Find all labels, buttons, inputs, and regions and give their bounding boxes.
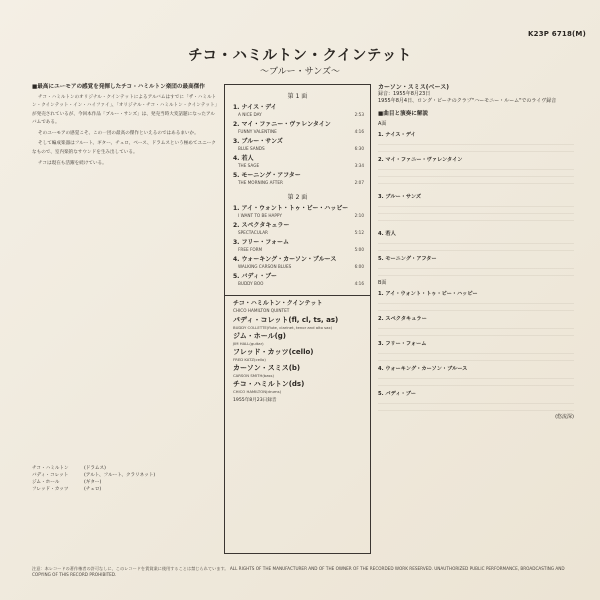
notes-heading: ■最高にユーモアの感覚を発揮したチコ・ハミルトン楽団の最高傑作 [32,84,205,90]
track-item [225,256,370,270]
ensemble-name-jp: チコ・ハミルトン・クインテット [233,300,323,307]
notes-paragraph: チコ・ハミルトンのオリジナル・クインテットによるアルバムはすでに「ザ・ハミルトン・クインテット・イン・ハイファイ」、「オリジナル・チコ・ハミルトン・クインテット」が発売されているが、今回本作品「ブルー・サンズ」は、発売当時大変話題になったアルバムである。 [32,94,217,126]
track-item [225,121,370,135]
track-title-jp: 2. マイ・ファニー・ヴァレンタイン [233,121,331,128]
track-item [225,172,370,186]
album-title: チコ・ハミルトン・クインテット [188,47,412,64]
track-title-jp: 1. ナイス・デイ [233,104,277,111]
session-name: カーソン・スミス(ベース) [378,84,449,91]
track-time: 5:12 [354,230,364,235]
track-title-en: FUNNY VALENTINE [238,129,277,134]
note-text-block [378,138,574,152]
track-title-en: FREE FORM [238,247,263,252]
member-name-jp: バディ・コレット(fl, cl, ts, as) [233,316,339,324]
album-subtitle: 〜ブルー・サンズ〜 [260,67,340,77]
track-time: 4:16 [354,129,364,134]
track-time: 2:07 [354,180,364,185]
note-item-title: 3. ブルー・サンズ [378,194,422,200]
track-title-en: A NICE DAY [238,112,262,117]
member-name-en: CHICO HAMILTON(drums) [233,389,282,394]
credit-role: (アルト、フルート、クラリネット) [84,473,156,478]
track-title-jp: 3. フリー・フォーム [233,239,290,246]
member-item [225,332,370,346]
notes-paragraph: そのユーモアの感覚こそ、この一団の最高の傑作といえるのではあるまいか。 [38,130,199,136]
track-time: 2:10 [354,213,364,218]
catalog-number: K23P 6718(M) [528,30,586,38]
note-text-block [378,262,574,276]
track-time: 2:53 [354,112,364,117]
member-name-en: BUDDY COLLETTE(flute, clarinet, tenor and alto sax) [233,325,333,330]
track-title-jp: 5. モーニング・アフター [233,172,301,179]
credit-name: バディ・コレット [32,473,69,478]
track-title-en: BUDDY BOO [238,281,264,286]
note-text-block [378,237,574,251]
track-title-en: BLUE SANDS [238,146,265,151]
track-item [225,138,370,152]
member-item [225,380,370,394]
note-text-block [378,200,574,226]
track-notes-heading: ■曲目と演奏に解説 [378,111,429,117]
credit-name: ジム・ホール [32,480,60,485]
side-a-label: A面 [378,121,387,127]
credit-role: (ギター) [84,480,102,485]
side-b-label: B面 [378,280,387,286]
track-item [225,239,370,253]
credit-row [32,479,218,486]
note-text-block [378,163,574,189]
member-item [225,316,370,330]
tracklist-box [224,84,371,554]
note-item-title: 5. バディ・ブー [378,391,416,397]
note-text-block [378,397,574,411]
member-name-en: JIM HALL(guitar) [233,341,264,346]
track-time: 4:16 [354,281,364,286]
note-item-title: 1. ナイス・デイ [378,132,416,138]
note-text-block [378,372,574,386]
right-column [378,84,574,420]
member-item [225,348,370,362]
session-venue: 1955年8月4日、ロング・ビーチのクラブ"ハーモニー・ルーム"でのライヴ録音 [378,98,557,104]
credit-role: (チェロ) [84,487,102,492]
member-item [225,364,370,378]
ensemble-name-en: CHICO HAMILTON QUINTET [233,308,290,313]
note-text-block [378,297,574,311]
track-title-jp: 2. スペクタキュラー [233,222,290,229]
note-item-title: 5. モーニング・アフター [378,256,437,262]
track-title-en: THE MORNING AFTER [238,180,283,185]
left-column [32,84,218,168]
note-text-block [378,347,574,361]
track-time: 6:00 [354,264,364,269]
personnel-credits [32,465,218,493]
member-name-jp: チコ・ハミルトン(ds) [233,380,305,388]
author-signature: (悠流深) [555,414,574,420]
track-title-jp: 4. 若人 [233,155,254,162]
track-title-jp: 3. ブルー・サンズ [233,138,283,145]
credit-name: チコ・ハミルトン [32,466,69,471]
credit-role: (ドラムス) [84,466,106,471]
track-time: 3:34 [354,163,364,168]
notes-paragraph: チコは現在も活躍を続けている。 [38,160,107,166]
side-2-label: 第 2 面 [287,194,308,201]
credit-row [32,472,218,479]
note-item-title: 1. アイ・ウォント・トゥ・ビー・ハッピー [378,291,478,297]
track-title-jp: 4. ウォーキング・カーソン・ブルース [233,256,337,263]
member-name-en: FRED KATZ(cello) [233,357,266,362]
track-title-jp: 5. バディ・ブー [233,273,277,280]
credit-row [32,465,218,472]
track-title-en: SPECTACULAR [238,230,268,235]
track-title-jp: 1. アイ・ウォント・トゥ・ビー・ハッピー [233,205,349,212]
note-item-title: 4. 若人 [378,231,396,237]
track-title-en: THE SAGE [238,163,260,168]
note-item-title: 2. スペクタキュラー [378,316,427,322]
copyright-footer: 注意：本レコードの著作権者の許可なしに、このレコードを賃貸業に使用することは禁じられています。 ALL RIGHTS OF THE MANUFACTURER AND OF THE OWNER OF THE RECORDED WORK RESERVED. UNAUTHORIZED PUBLIC PERFORMANCE, BROADCASTING AND COPYING OF THIS RECORD PROHIBITED. [32,566,565,578]
track-time: 6:30 [354,146,364,151]
track-time: 5:00 [354,247,364,252]
session-info [378,84,574,105]
credit-row [32,486,218,493]
track-item [225,205,370,219]
track-item [225,222,370,236]
track-item [225,104,370,118]
track-item [225,273,370,287]
member-name-jp: カーソン・スミス(b) [233,364,301,372]
note-item-title: 2. マイ・ファニー・ヴァレンタイン [378,157,463,163]
track-title-en: WALKING CARSON BLUES [238,264,292,269]
recording-date: 1955年8月23日録音 [233,398,277,403]
member-name-jp: フレッド・カッツ(cello) [233,348,314,356]
track-item [225,155,370,169]
note-item-title: 4. ウォーキング・カーソン・ブルース [378,366,468,372]
note-item-title: 3. フリー・フォーム [378,341,427,347]
member-name-en: CARSON SMITH(bass) [233,373,274,378]
notes-paragraph: そして編成楽器はフルート、ギター、チェロ、ベース、ドラムスという極めてユニークなもので、室内楽的なサウンドを生み出している。 [32,141,216,156]
divider [225,295,370,296]
track-title-en: I WANT TO BE HAPPY [238,213,282,218]
session-date: 録音：1955年8月23日 [378,91,431,97]
credit-name: フレッド・カッツ [32,487,69,492]
note-text-block [378,322,574,336]
member-name-jp: ジム・ホール(g) [233,332,286,340]
side-1-label: 第 1 面 [287,93,308,100]
